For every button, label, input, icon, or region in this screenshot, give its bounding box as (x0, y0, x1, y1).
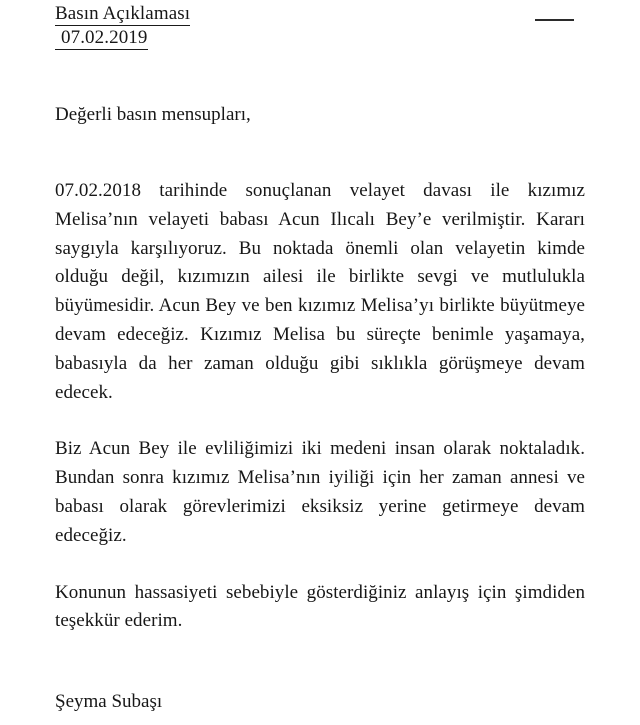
body-paragraph-2: Biz Acun Bey ile evliliğimizi iki medeni insan olarak noktaladık. Bundan sonra kızımız Melisa’nın iyiliği için her zaman annesi ve babası olarak görevlerimizi eksiksiz yerine getirmeye devam edeceğiz. (55, 438, 585, 546)
document-title-text: Basın Açıklaması (55, 3, 191, 24)
document-body (55, 100, 585, 636)
body-paragraph-3: Konunun hassasiyeti sebebiyle gösterdiğiniz anlayış için şimdiden teşekkür ederim. (55, 581, 585, 632)
document-date (55, 26, 148, 50)
document-title (55, 2, 190, 26)
body-paragraph-1: 07.02.2018 tarihinde sonuçlanan velayet davası ile kızımız Melisa’nın velayeti babası Acun Ilıcalı Bey’e verilmiştir. Kararı saygıyla karşılıyoruz. Bu noktada önemli olan velayetin kimde olduğu değil, kızımızın ailesi ile birlikte sevgi ve mutlulukla büyümesidir. Acun Bey ve ben kızımız Melisa’yı birlikte büyütmeye devam edeceğiz. Kızımız Melisa bu süreçte benimle yaşamaya, babasıyla da her zaman olduğu gibi sıklıkla görüşmeye devam edecek. (55, 180, 585, 403)
salutation-line: Değerli basın mensupları, (55, 104, 251, 125)
redaction-line-icon (535, 19, 574, 21)
document-date-text: 07.02.2019 (55, 27, 148, 50)
document-header (0, 0, 640, 60)
signature-name: Şeyma Subaşı (55, 691, 163, 712)
salutation-spacer (55, 129, 585, 177)
